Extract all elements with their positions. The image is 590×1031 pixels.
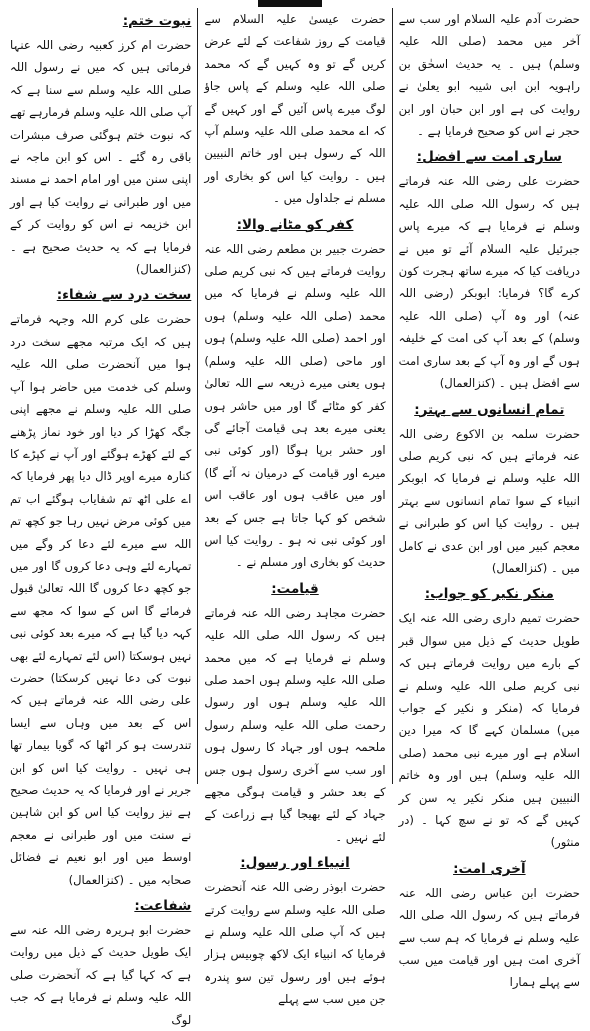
section-heading: تمام انسانوں سے بہتر:	[414, 401, 565, 418]
paragraph: حضرت سلمہ بن الاکوع رضی اللہ عنہ فرماتے ہیں کہ نبی کریم صلی اللہ علیہ وسلم نے فرمایا کہ ابوبکر انبیاء کے سوا تمام انسانوں سے بہتر ہیں ۔ روایت کیا اس کو طبرانی نے معجم کبیر میں اور ابن عدی نے کامل میں ۔ (کنزالعمال)	[398, 426, 580, 575]
paragraph: حضرت آدم علیہ السلام اور سب سے آخر میں محمد (صلی اللہ علیہ وسلم) ہیں ۔ یہ حدیث اسحٰق بن راہویہ ابن ابی شیبہ ابو یعلیٰ نے روایت کی ہے اور ابن حبان اور ابن حجر نے اس کو صحیح فرمایا ہے ۔	[398, 12, 580, 139]
section-heading: نبوت ختم:	[122, 13, 192, 29]
top-rule	[258, 0, 322, 7]
paragraph: حضرت مجاہد رضی اللہ عنہ فرماتے ہیں کہ رسول اللہ صلی اللہ علیہ وسلم نے فرمایا ہے کہ میں محمد صلی اللہ علیہ وسلم ہوں احمد صلی اللہ علیہ وسلم ہوں اور رسول رحمت صلی اللہ علیہ وسلم رسول ملحمہ ہوں اور جہاد کا رسول ہوں اور سب سے آخری رسول ہوں جس کے بعد حشر و قیامت ہوگی مجھے جہاد کے لئے بھیجا گیا ہے زراعت کے لئے نہیں ۔	[204, 605, 386, 844]
section-heading: شفاعت:	[134, 898, 192, 915]
section-heading: منکر نکیر کو جواب:	[424, 586, 554, 603]
section-heading: انبیاء اور رسول:	[240, 855, 350, 872]
paragraph: حضرت عیسیٰ علیہ السلام سے قیامت کے روز شفاعت کے لئے عرض کریں گے تو وہ کہیں گے کہ محمد صلی اللہ علیہ وسلم کے پاس جاؤ لوگ میرے پاس آئیں گے اور کہیں گے کہ اے محمد صلی اللہ علیہ وسلم آپ اللہ کے رسول ہیں اور خاتم النبیین ہیں ۔ روایت کیا اس کو بخاری اور مسلم نے جلداول میں ۔	[204, 12, 386, 206]
section-heading: قیامت:	[271, 580, 319, 597]
paragraph: حضرت علی رضی اللہ عنہ فرماتے ہیں کہ رسول اللہ صلی اللہ علیہ وسلم نے فرمایا ہے کہ میرے پاس جبرئیل علیہ السلام آئے تو میں نے دریافت کیا کہ میرے ساتھ ہجرت کون کرے گا؟ فرمایا: ابوبکر (رضی اللہ عنہ) اور وہ آپ (صلی اللہ علیہ وسلم) کے بعد آپ کی امت کے خلیفہ ہوں گے اور وہ آپ کے بعد ساری امت سے افضل ہیں ۔ (کنزالعمال)	[398, 174, 580, 391]
paragraph: حضرت تمیم داری رضی اللہ عنہ ایک طویل حدیث کے ذیل میں سوال قبر کے بارے میں روایت فرماتے ہیں کہ نبی کریم صلی اللہ علیہ وسلم نے فرمایا کہ (منکر و نکیر کے جواب میں) مسلمان کہے گا کہ میرا دین اسلام ہے اور میرے نبی محمد (صلی اللہ علیہ وسلم) ہیں اور وہ خاتم النبیین ہیں منکر نکیر یہ سن کر کہیں گے کہ تو نے سچ کہا ۔ (در منثور)	[398, 611, 580, 850]
section-heading: سخت درد سے شفاء:	[56, 287, 192, 304]
section-heading: آخری امت:	[453, 860, 526, 877]
paragraph: حضرت ام کرز کعبیہ رضی اللہ عنہا فرماتی ہیں کہ میں نے رسول اللہ صلی اللہ علیہ وسلم سے سنا ہے کہ آپ صلی اللہ علیہ وسلم فرمارہے تھے کہ نبوت ختم ہوگئی صرف مبشرات باقی رہ گئے ۔ اس کو ابن ماجہ نے اپنی سنن میں اور امام احمد نے مسند میں اور طبرانی نے روایت کیا ہے اور ابن خزیمہ نے اس کو روایت کر کے فرمایا ہے کہ یہ حدیث صحیح ہے ۔ (کنزالعمال)	[10, 38, 192, 277]
paragraph: حضرت ابو ہریرہ رضی اللہ عنہ سے ایک طویل حدیث کے ذیل میں روایت ہے کہ کہا گیا ہے کہ آنحضرت صلی اللہ علیہ وسلم نے فرمایا ہے کہ جب لوگ	[10, 923, 192, 1027]
section-heading: کفر کو مٹانے والا:	[236, 216, 354, 233]
column-middle	[197, 8, 392, 1007]
column-left	[393, 8, 586, 990]
paragraph: حضرت جبیر بن مطعم رضی اللہ عنہ روایت فرماتے ہیں کہ نبی کریم صلی اللہ علیہ وسلم نے فرمایا کہ میں محمد (صلی اللہ علیہ وسلم) ہوں اور احمد (صلی اللہ علیہ وسلم) ہوں اور ماحی (صلی اللہ علیہ وسلم) ہوں یعنی میرے ذریعہ سے اللہ تعالیٰ کفر کو مٹائے گا اور میں حاشر ہوں یعنی میرے بعد ہی قیامت آجائے گی اور حشر برپا ہوگا (اور کوئی نبی میرے اور قیامت کے درمیان نہ آئے گا) اور میں عاقب ہوں اور عاقب اس شخص کو کہا جاتا ہے جس کے بعد اور کوئی نبی نہ ہو ۔ روایت کیا اس حدیث کو بخاری اور مسلم نے ۔	[204, 241, 386, 570]
column-right	[4, 8, 197, 1027]
page-body	[4, 8, 586, 1027]
paragraph: حضرت ابن عباس رضی اللہ عنہ فرماتے ہیں کہ رسول اللہ صلی اللہ علیہ وسلم نے فرمایا کہ ہم سب سے آخری امت ہیں اور قیامت میں سب سے پہلے ہمارا	[398, 885, 580, 990]
paragraph: حضرت علی کرم اللہ وجہہ فرماتے ہیں کہ ایک مرتبہ مجھے سخت درد ہوا میں آنحضرت صلی اللہ علیہ وسلم کی خدمت میں حاضر ہوا آپ صلی اللہ علیہ وسلم نے مجھے اپنی جگہ کھڑا کر دیا اور خود نماز پڑھنے کے لئے کھڑے ہوگئے اور آپ نے کپڑے کا کنارہ میرے اوپر ڈال دیا پھر فرمایا کہ اے علی اٹھ تم شفایاب ہوگئے اب تم میں کوئی مرض نہیں رہا جو کچھ تم اللہ سے میرے لئے دعا کر وگے میں تمہارے لئے وہی دعا کروں گا اور میں جو کچھ دعا کروں گا اللہ تعالیٰ قبول فرمائے گا اس کے سوا کہ مجھ سے کہہ دیا گیا ہے کہ میرے بعد کوئی نبی نہیں ہوسکتا (اس لئے تمہارے لئے بھی نبوت کی دعا نہیں کرسکتا) حضرت علی رضی اللہ عنہ فرماتے ہیں کہ اس کے بعد میں وہاں سے ایسا تندرست ہو کر اٹھا کہ گویا بیمار تھا ہی نہیں ۔ روایت کیا اس کو ابن جریر نے اور فرمایا کہ یہ حدیث صحیح ہے نیز روایت کیا اس کو ابن شاہین نے سنت میں اور طبرانی نے معجم اوسط میں اور ابو نعیم نے فضائل صحابہ میں ۔ (کنزالعمال)	[10, 312, 192, 887]
paragraph: حضرت ابوذر رضی اللہ عنہ آنحضرت صلی اللہ علیہ وسلم سے روایت کرتے ہیں کہ آپ صلی اللہ علیہ وسلم نے فرمایا کہ انبیاء ایک لاکھ چوبیس ہزار ہوئے ہیں اور رسول تین سو پندرہ جن میں سب سے پہلے	[204, 880, 386, 1007]
section-heading: ساری امت سے افضل:	[416, 149, 562, 166]
